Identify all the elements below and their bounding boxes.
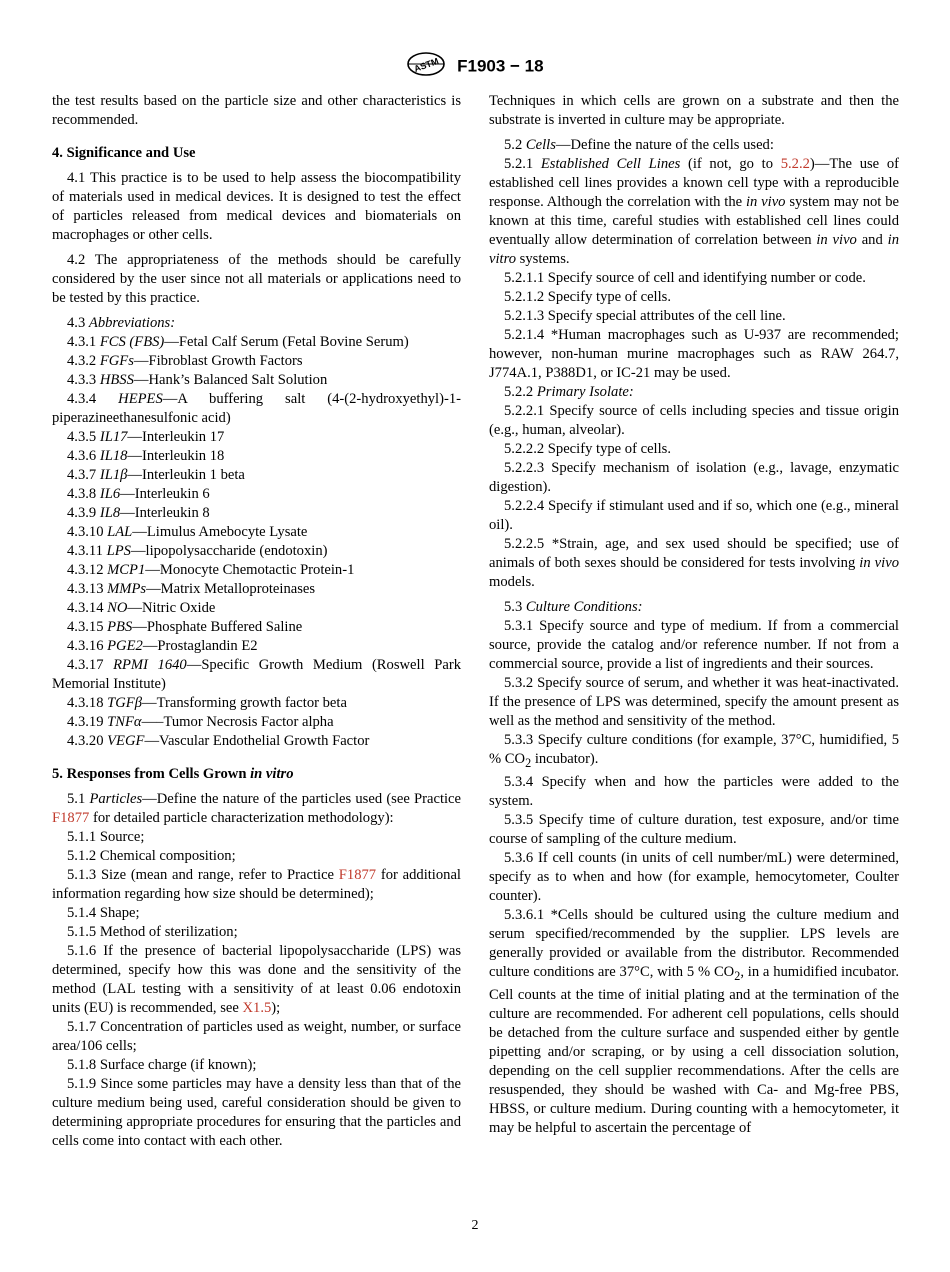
paragraph: 5.2.2.4 Specify if stimulant used and if so, which one (e.g., mineral oil). — [489, 498, 899, 533]
abbreviation-list — [52, 333, 461, 751]
paragraph: 5.3.6.1 *Cells should be cultured using the culture medium and serum specified/recommended by the supplier. LPS levels are generally provided or available from the distributor. Recommended culture conditions are 37°C, with 5 % $CO_2$, in a humidified incubator. Cell counts at the time of initial plating and at the termination of the culture are recommended. For adherent cell populations, cells should be detached from the culture surface and suspended either by gentle pipetting and/or scraping, or by using a cell dissociation solution, depending on the cell supplier recommendations. After the cells are resuspended, they should be washed with Ca- and Mg-free PBS, HBSS, or culture medium. During counting with a hemocytometer, it may be helpful to ascertain the percentage of — [489, 906, 899, 1136]
paragraph: 5.1.3 Size (mean and range, refer to Practice F1877 for additional information regarding how size should be determined); — [52, 867, 461, 902]
abbreviation-item: 4.3.3 HBSS—Hank’s Balanced Salt Solution — [67, 372, 328, 388]
svg-text:ASTM: ASTM — [413, 55, 441, 74]
abbreviation-item: 4.3.9 IL8—Interleukin 8 — [67, 505, 210, 521]
paragraph: 5.1 Particles—Define the nature of the particles used (see Practice F1877 for detailed particle characterization methodology): — [52, 791, 462, 826]
right-column — [489, 92, 899, 1138]
paragraph: 5.2.2.2 Specify type of cells. — [504, 441, 671, 457]
paragraph: 5.3.4 Specify when and how the particles were added to the system. — [489, 773, 899, 809]
link-f1877[interactable]: F1877 — [338, 867, 377, 883]
paragraph: 5.3 Culture Conditions: — [504, 599, 643, 615]
left-column — [52, 92, 461, 1151]
paragraph: Techniques in which cells are grown on a substrate and then the substrate is inverted in culture may be appropriate. — [489, 93, 899, 128]
abbreviation-item: 4.3.11 LPS—lipopolysaccharide (endotoxin) — [67, 543, 328, 559]
abbreviations-heading: 4.3 Abbreviations: — [67, 315, 176, 331]
paragraph: 5.1.8 Surface charge (if known); — [67, 1057, 257, 1073]
paragraph: 5.2.1.2 Specify type of cells. — [504, 289, 671, 305]
paragraph: 5.2.2.3 Specify mechanism of isolation (e.g., lavage, enzymatic digestion). — [489, 460, 899, 495]
abbreviation-item: 4.3.14 NO—Nitric Oxide — [67, 600, 216, 616]
paragraph: 5.1.7 Concentration of particles used as weight, number, or surface area/106 cells; — [52, 1019, 461, 1054]
abbreviation-item: 4.3.4 HEPES—A buffering salt (4-(2-hydroxyethyl)-1-piperazineethanesulfonic acid) — [52, 391, 461, 426]
paragraph: 5.1.9 Since some particles may have a density less than that of the culture medium being used, careful consideration should be given to determining appropriate procedures for ensuring that the particles and cells come into contact with each other. — [52, 1076, 461, 1149]
abbreviation-item: 4.3.5 IL17—Interleukin 17 — [67, 429, 225, 445]
abbreviation-item: 4.3.13 MMPs—Matrix Metalloproteinases — [67, 581, 316, 597]
abbreviation-item: 4.3.7 IL1β—Interleukin 1 beta — [67, 467, 245, 483]
abbreviation-item: 4.3.20 VEGF—Vascular Endothelial Growth Factor — [67, 733, 370, 749]
paragraph: 5.3.1 Specify source and type of medium. If from a commercial source, provide the catalog and/or reference number. If not from a commercial source, provide a list of ingredients and their sources. — [489, 618, 899, 672]
paragraph: 5.1.1 Source; — [67, 829, 145, 845]
paragraph: 5.2.1 Established Cell Lines (if not, go to 5.2.2)—The use of established cell lines provides a known cell type with a reproducible response. Although the correlation with the in vivo system may not be known at this time, careful studies with established cell lines could eventually allow determination of correlation between in vivo and in vitro systems. — [489, 156, 899, 267]
page-header — [0, 52, 950, 81]
paragraph: 5.2.2 Primary Isolate: — [504, 384, 634, 400]
document-id: F1903 − 18 — [457, 56, 544, 76]
paragraph: 5.2.1.4 *Human macrophages such as U-937 are recommended; however, non-human murine macrophages such as RAW 264.7, J774A.1, P388D1, or IC-21 may be used. — [489, 327, 899, 381]
paragraph: 5.3.5 Specify time of culture duration, test exposure, and/or time course of sampling of the culture medium. — [489, 811, 899, 847]
paragraph: 5.2 Cells—Define the nature of the cells used: — [504, 137, 774, 153]
paragraph: 5.1.5 Method of sterilization; — [67, 924, 238, 940]
paragraph: 5.3.3 Specify culture conditions (for example, 37°C, humidified, 5 % $CO_2$ incubator). — [489, 732, 899, 770]
abbreviation-item: 4.3.19 TNFα—–Tumor Necrosis Factor alpha — [67, 714, 334, 730]
paragraph: 5.2.2.1 Specify source of cells including species and tissue origin (e.g., human, alveolar). — [489, 403, 899, 438]
paragraph: 5.2.1.1 Specify source of cell and identifying number or code. — [504, 270, 866, 286]
abbreviation-item: 4.3.16 PGE2—Prostaglandin E2 — [67, 638, 258, 654]
abbreviation-item: 4.3.18 TGFβ—Transforming growth factor beta — [67, 695, 347, 711]
link-x1-5[interactable]: X1.5 — [242, 1000, 272, 1016]
link-f1877[interactable]: F1877 — [52, 810, 90, 826]
abbreviation-item: 4.3.1 FCS (FBS)—Fetal Calf Serum (Fetal Bovine Serum) — [67, 334, 409, 350]
paragraph: 5.3.2 Specify source of serum, and whether it was heat-inactivated. If the presence of LPS was determined, specify the amount present as well as the method and sensitivity of the method. — [489, 675, 899, 729]
page-number: 2 — [471, 1218, 479, 1233]
paragraph: the test results based on the particle size and other characteristics is recommended. — [52, 93, 461, 128]
abbreviation-item: 4.3.17 RPMI 1640—Specific Growth Medium (Roswell Park Memorial Institute) — [52, 657, 461, 692]
link-5-2-2[interactable]: 5.2.2 — [780, 156, 810, 172]
paragraph: 5.1.6 If the presence of bacterial lipopolysaccharide (LPS) was determined, specify how this was done and the sensitivity of the method (LAL testing with a sensitivity of at least 0.06 endotoxin units (EU) is recommended, see X1.5); — [52, 943, 461, 1016]
paragraph: 4.2 The appropriateness of the methods should be carefully considered by the user since not all materials or applications need to be tested by this practice. — [52, 252, 461, 306]
paragraph: 5.2.2.5 *Strain, age, and sex used should be specified; use of animals of both sexes should be considered for tests involving in vivo models. — [489, 536, 899, 590]
paragraph: 5.1.2 Chemical composition; — [67, 848, 236, 864]
abbreviation-item: 4.3.8 IL6—Interleukin 6 — [67, 486, 210, 502]
abbreviation-item: 4.3.6 IL18—Interleukin 18 — [67, 448, 225, 464]
abbreviation-item: 4.3.12 MCP1—Monocyte Chemotactic Protein-1 — [67, 562, 355, 578]
abbreviation-item: 4.3.2 FGFs—Fibroblast Growth Factors — [67, 353, 303, 369]
section-heading: 5. Responses from Cells Grown in vitro — [52, 766, 294, 782]
paragraph: 4.1 This practice is to be used to help assess the biocompatibility of materials used in medical devices. It is designed to test the effect of particles released from medical devices and biomaterials on macrophages or other cells. — [52, 170, 461, 243]
paragraph: 5.1.4 Shape; — [67, 905, 140, 921]
paragraph: 5.3.6 If cell counts (in units of cell number/mL) were determined, specify as to when and how (for example, hemocytometer, Coulter counter). — [489, 849, 899, 904]
abbreviation-item: 4.3.10 LAL—Limulus Amebocyte Lysate — [67, 524, 308, 540]
astm-logo-icon — [406, 52, 446, 81]
section-heading: 4. Significance and Use — [52, 145, 196, 161]
paragraph: 5.2.1.3 Specify special attributes of the cell line. — [504, 308, 786, 324]
abbreviation-item: 4.3.15 PBS—Phosphate Buffered Saline — [67, 619, 303, 635]
